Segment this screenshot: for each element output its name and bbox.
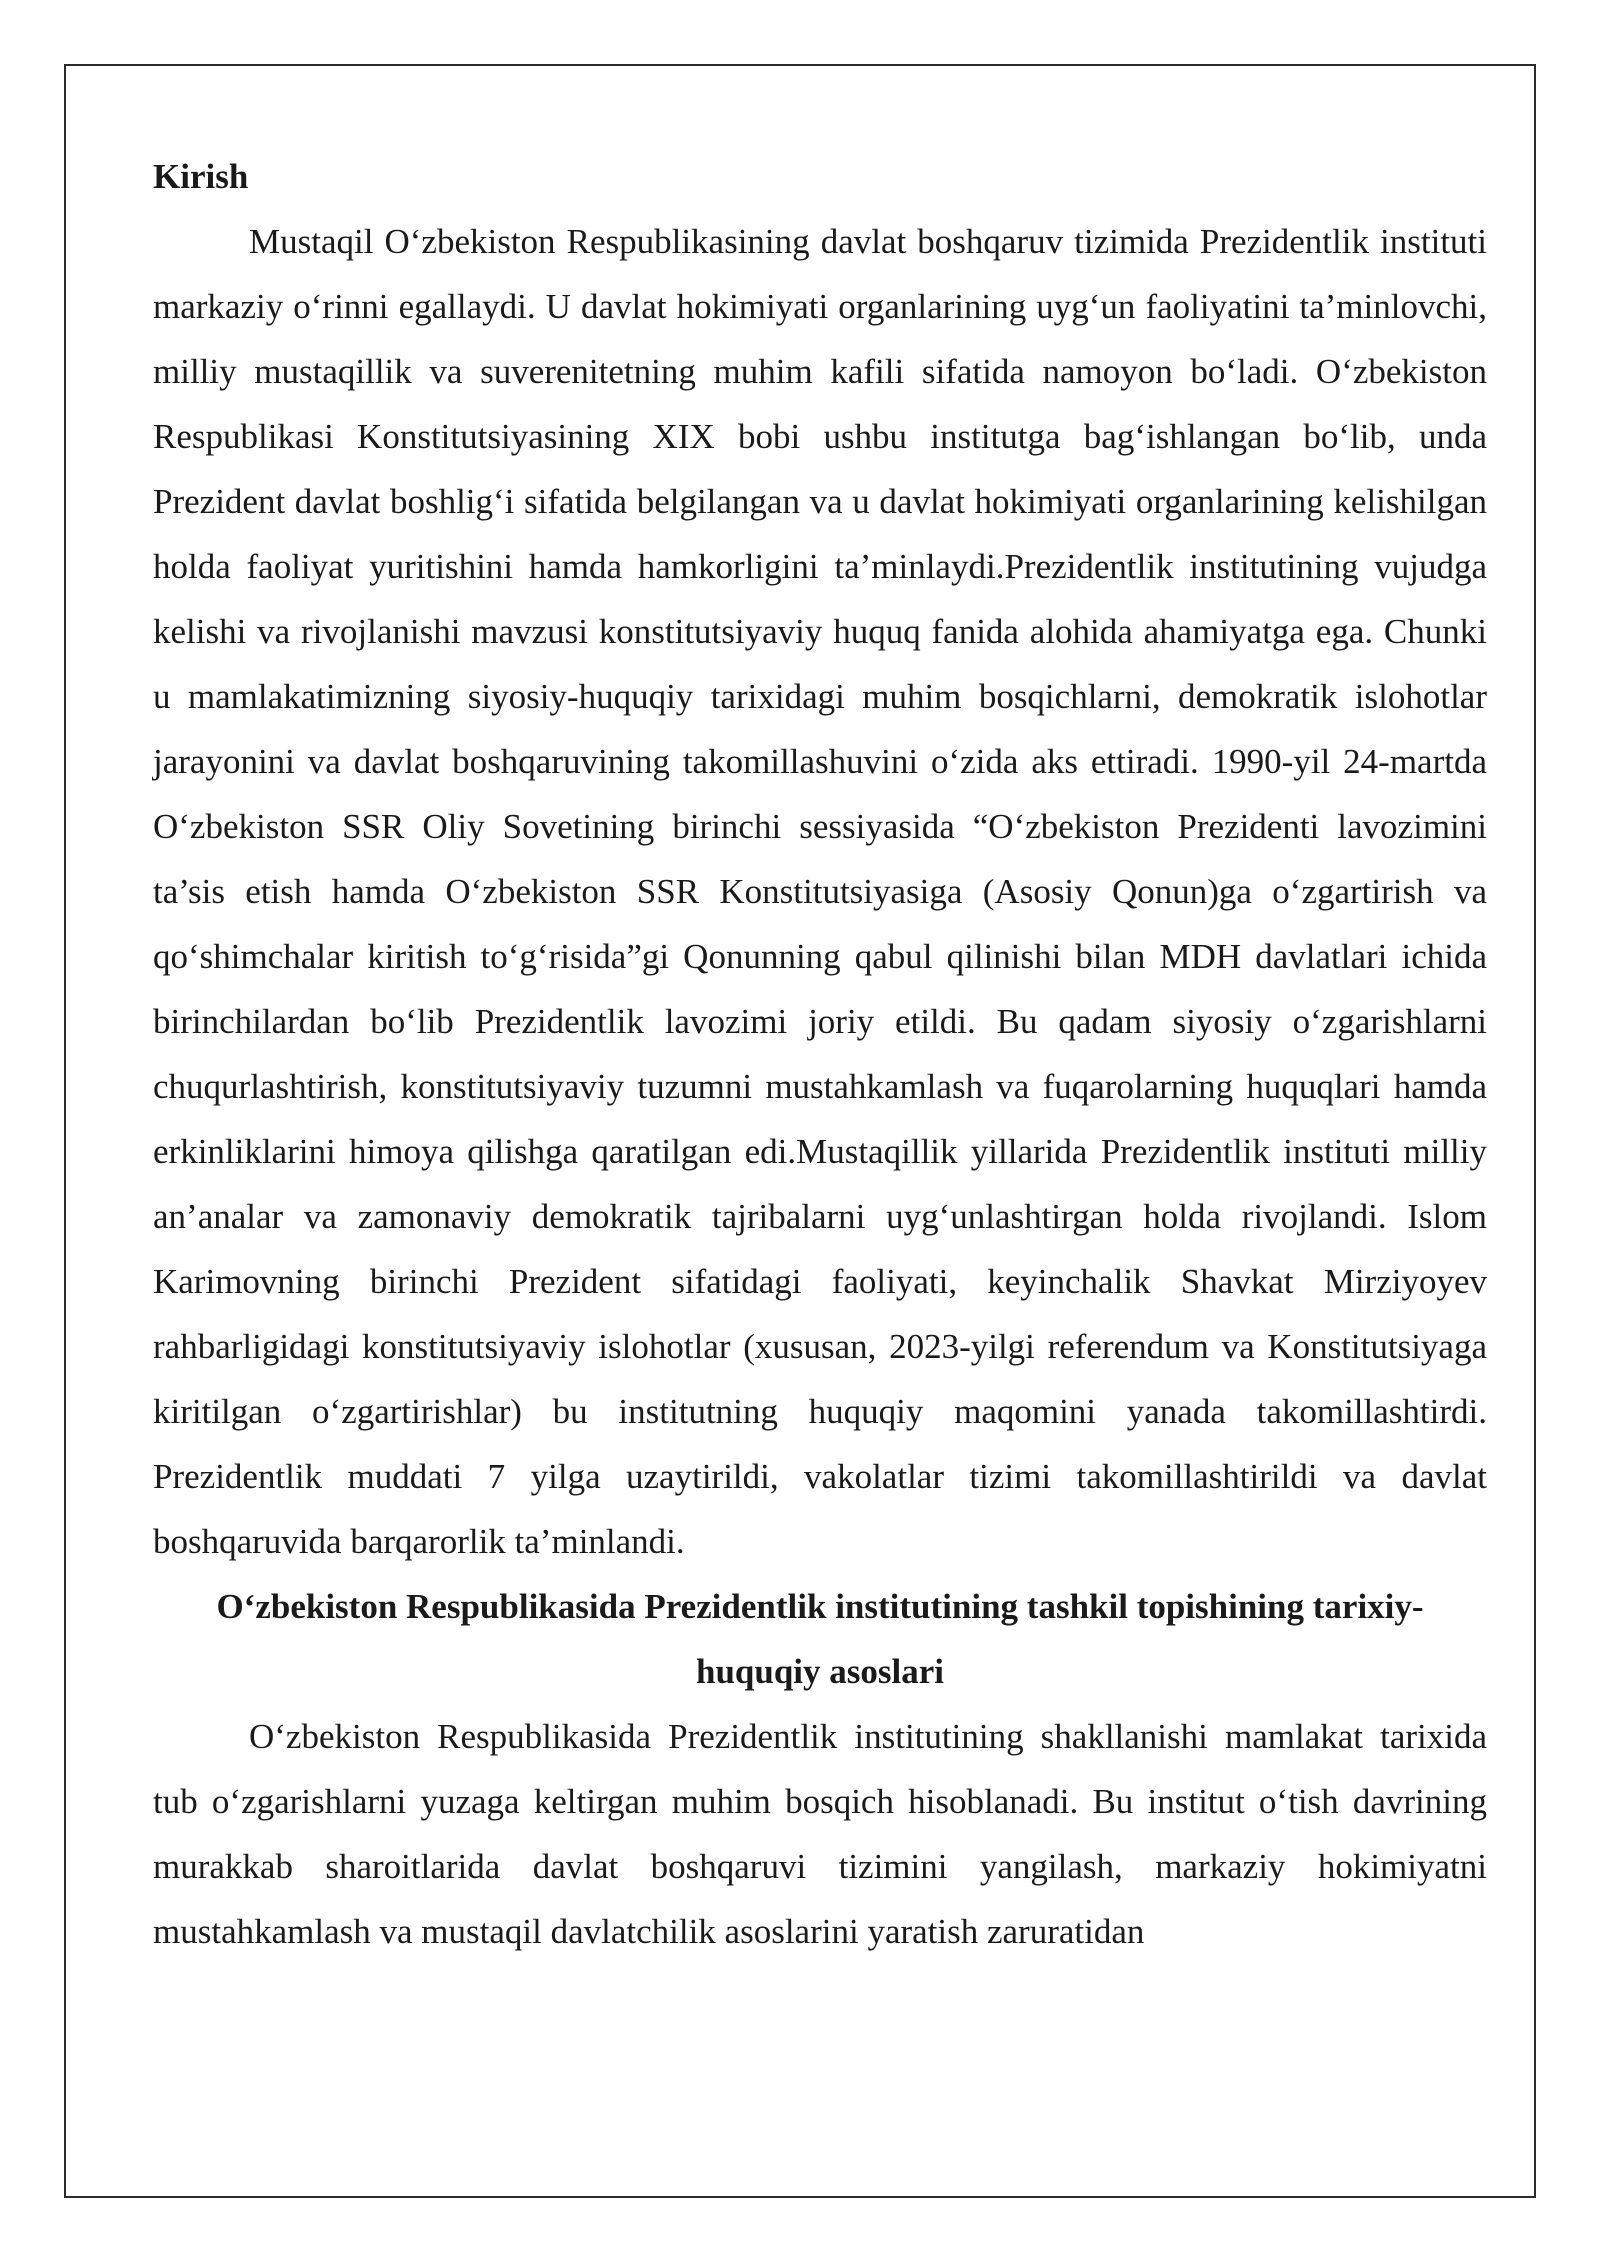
section-paragraph: O‘zbekiston Respublikasida Prezidentlik institutining shakllanishi mamlakat tarixida tub o‘zgarishlarni yuzaga keltirgan muhim bosqich hisoblanadi. Bu institut o‘tish davrining murakkab sharoitlarida davlat boshqaruvi tizimini yangilash, markaziy hokimiyatni mustahkamlash va mustaqil davlatchilik asoslarini yaratish zaruratidan <box>153 1717 1487 1951</box>
document-body <box>153 144 1487 1964</box>
section-heading: O‘zbekiston Respublikasida Prezidentlik institutining tashkil topishining tarixiy-huquqiy asoslari <box>216 1587 1424 1691</box>
intro-heading: Kirish <box>153 157 249 196</box>
intro-paragraph: Mustaqil O‘zbekiston Respublikasining davlat boshqaruv tizimida Prezidentlik instituti markaziy o‘rinni egallaydi. U davlat hokimiyati organlarining uyg‘un faoliyatini ta’minlovchi, milliy mustaqillik va suverenitetning muhim kafili sifatida namoyon bo‘ladi. O‘zbekiston Respublikasi Konstitutsiyasining XIX bobi ushbu institutga bag‘ishlangan bo‘lib, unda Prezident davlat boshlig‘i sifatida belgilangan va u davlat hokimiyati organlarining kelishilgan holda faoliyat yuritishini hamda hamkorligini ta’minlaydi.Prezidentlik institutining vujudga kelishi va rivojlanishi mavzusi konstitutsiyaviy huquq fanida alohida ahamiyatga ega. Chunki u mamlakatimizning siyosiy-huquqiy tarixidagi muhim bosqichlarni, demokratik islohotlar jarayonini va davlat boshqaruvining takomillashuvini o‘zida aks ettiradi. 1990-yil 24-martda O‘zbekiston SSR Oliy Sovetining birinchi sessiyasida “O‘zbekiston Prezidenti lavozimini ta’sis etish hamda O‘zbekiston SSR Konstitutsiyasiga (Asosiy Qonun)ga o‘zgartirish va qo‘shimchalar kiritish to‘g‘risida”gi Qonunning qabul qilinishi bilan MDH davlatlari ichida birinchilardan bo‘lib Prezidentlik lavozimi joriy etildi. Bu qadam siyosiy o‘zgarishlarni chuqurlashtirish, konstitutsiyaviy tuzumni mustahkamlash va fuqarolarning huquqlari hamda erkinliklarini himoya qilishga qaratilgan edi.Mustaqillik yillarida Prezidentlik instituti milliy an’analar va zamonaviy demokratik tajribalarni uyg‘unlashtirgan holda rivojlandi. Islom Karimovning birinchi Prezident sifatidagi faoliyati, keyinchalik Shavkat Mirziyoyev rahbarligidagi konstitutsiyaviy islohotlar (xususan, 2023-yilgi referendum va Konstitutsiyaga kiritilgan o‘zgartirishlar) bu institutning huquqiy maqomini yanada takomillashtirdi. Prezidentlik muddati 7 yilga uzaytirildi, vakolatlar tizimi takomillashtirildi va davlat boshqaruvida barqarorlik ta’minlandi. <box>153 222 1487 1561</box>
